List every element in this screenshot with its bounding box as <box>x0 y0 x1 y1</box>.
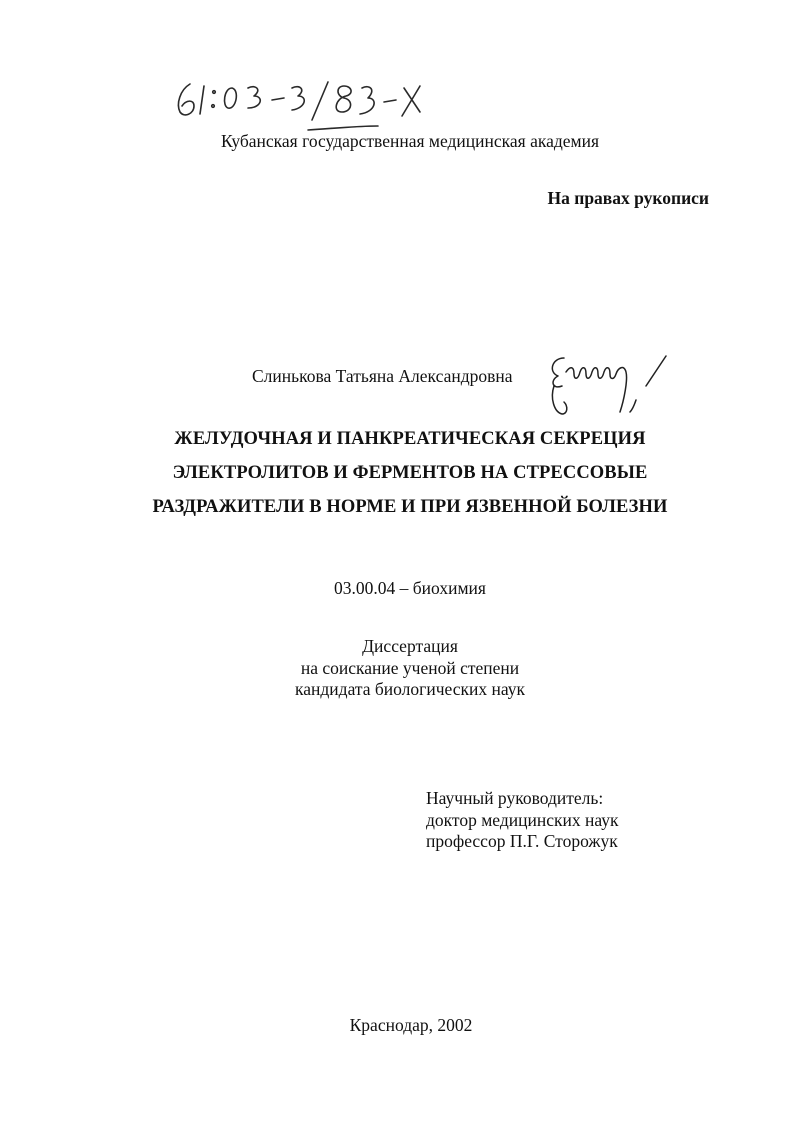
handwritten-catalog-code <box>168 76 528 134</box>
rights-note: На правах рукописи <box>547 188 709 208</box>
institution-name: Кубанская государственная медицинская академия <box>220 131 599 151</box>
place-and-year: Краснодар, 2002 <box>349 1015 473 1035</box>
author-name: Слинькова Татьяна Александровна <box>252 366 513 386</box>
degree-line: кандидата биологических наук <box>295 679 525 699</box>
title-line: ЖЕЛУДОЧНАЯ И ПАНКРЕАТИЧЕСКАЯ СЕКРЕЦИЯ <box>174 429 646 449</box>
supervisor-line: Научный руководитель: <box>426 788 604 808</box>
author-signature <box>540 350 690 420</box>
degree-statement <box>0 636 793 701</box>
title-line: РАЗДРАЖИТЕЛИ В НОРМЕ И ПРИ ЯЗВЕННОЙ БОЛЕЗНИ <box>152 497 668 517</box>
supervisor-line: доктор медицинских наук <box>426 809 619 830</box>
degree-line: на соискание ученой степени <box>300 657 520 678</box>
degree-line: Диссертация <box>362 636 458 656</box>
supervisor-line: профессор П.Г. Сторожук <box>426 831 618 851</box>
title-line: ЭЛЕКТРОЛИТОВ И ФЕРМЕНТОВ НА СТРЕССОВЫЕ <box>172 463 648 483</box>
specialty-code: 03.00.04 – биохимия <box>334 578 486 598</box>
dissertation-title <box>0 422 793 524</box>
supervisor-block <box>426 788 618 853</box>
